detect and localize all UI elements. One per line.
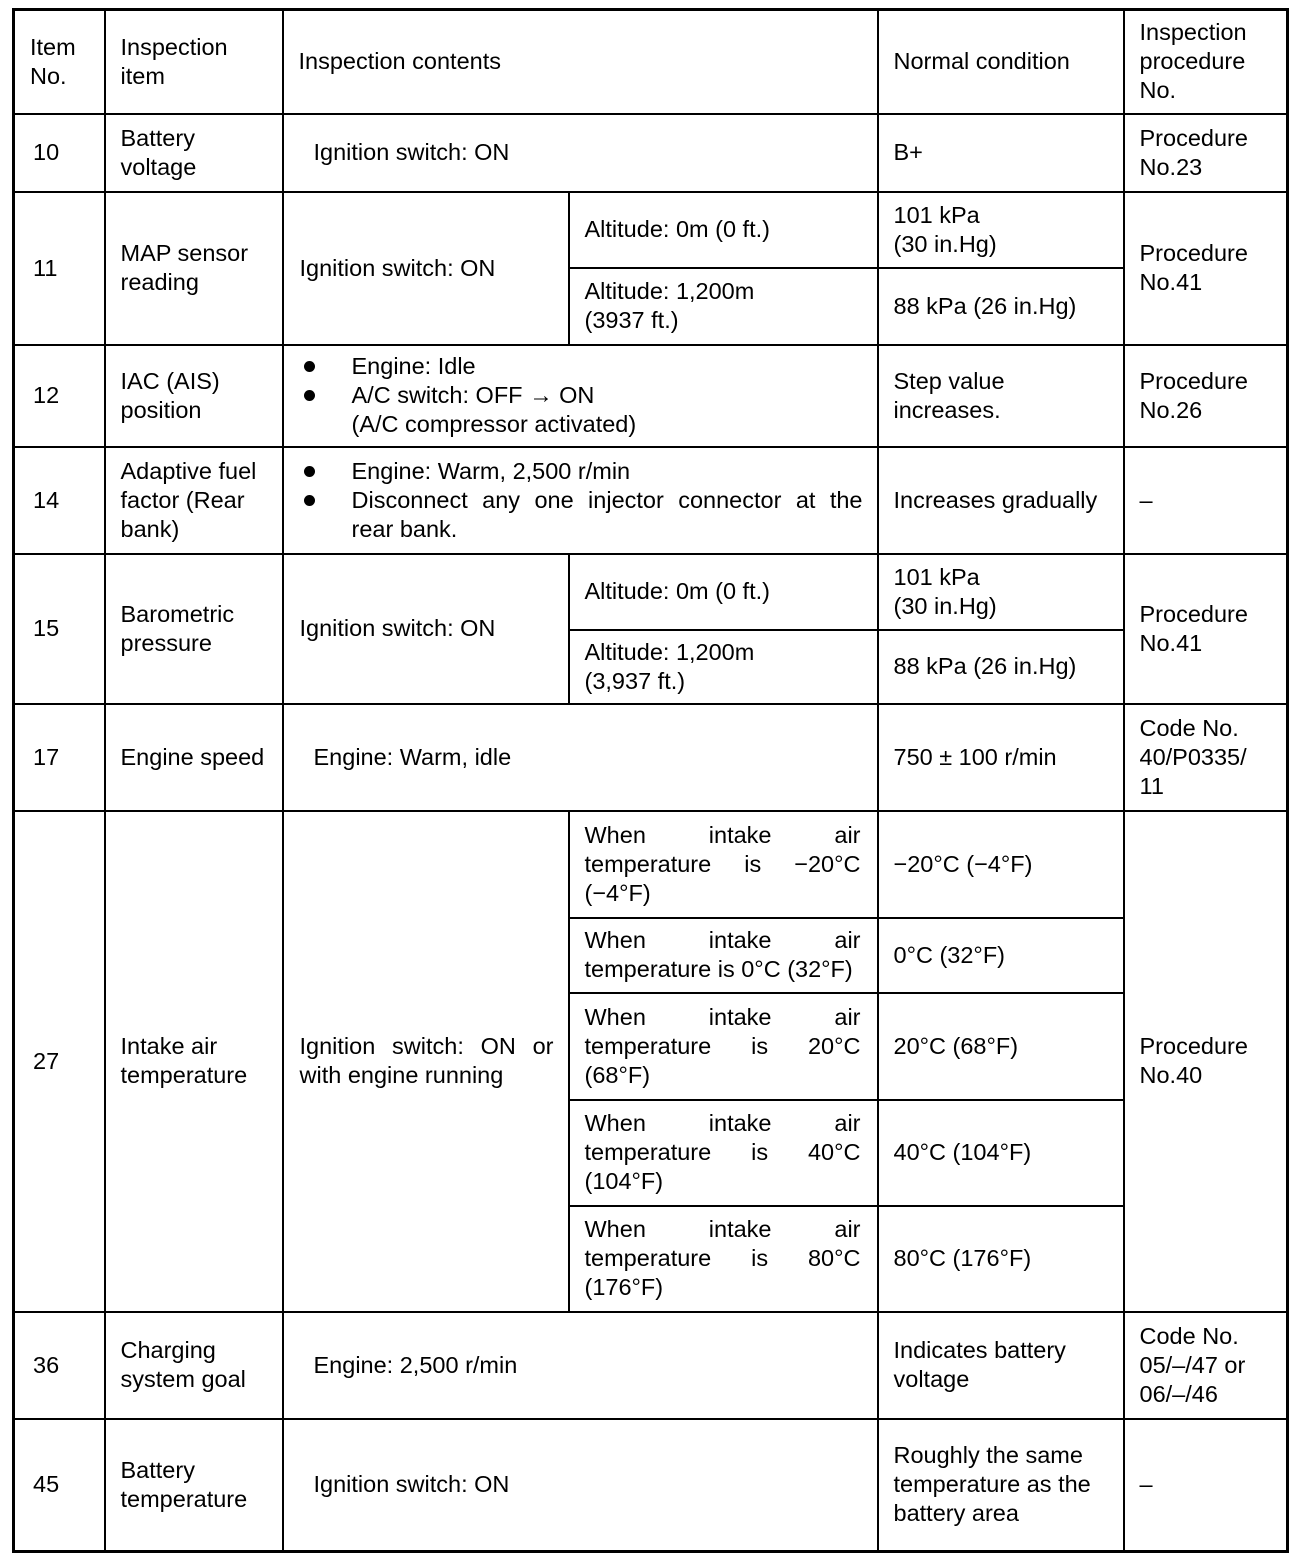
sub-condition: When intake air temperature is 0°C (32°F) <box>569 918 878 993</box>
normal-condition: Increases gradually <box>878 447 1124 554</box>
inspection-item: Adaptive fuel factor (Rear bank) <box>105 447 283 554</box>
table-row <box>14 447 1288 554</box>
table-row <box>14 1312 1288 1419</box>
inspection-contents: Ignition switch: ON <box>283 114 878 192</box>
normal-condition: 101 kPa (30 in.Hg) <box>878 192 1124 268</box>
item-no: 10 <box>14 114 105 192</box>
normal-condition: 80°C (176°F) <box>878 1206 1124 1312</box>
item-no: 15 <box>14 554 105 704</box>
table-row <box>14 192 1288 268</box>
inspection-contents: Ignition switch: ON <box>283 1419 878 1552</box>
sub-condition: When intake air temperature is −20°C (−4°F) <box>569 811 878 918</box>
inspection-contents: Engine: Warm, idle <box>283 704 878 811</box>
header-inspection-item: Inspection item <box>105 10 283 114</box>
normal-condition: 20°C (68°F) <box>878 993 1124 1100</box>
sub-condition: When intake air temperature is 20°C (68°F) <box>569 993 878 1100</box>
bullet-item: A/C switch: OFF → ON (A/C compressor activated) <box>300 381 863 439</box>
bullet-item: Engine: Warm, 2,500 r/min <box>300 457 863 486</box>
inspection-contents <box>283 447 878 554</box>
procedure-no: Procedure No.40 <box>1124 811 1288 1312</box>
normal-condition: 40°C (104°F) <box>878 1100 1124 1206</box>
normal-condition: Roughly the same temperature as the battery area <box>878 1419 1124 1552</box>
normal-condition: Indicates battery voltage <box>878 1312 1124 1419</box>
item-no: 27 <box>14 811 105 1312</box>
table-row <box>14 811 1288 918</box>
table-row <box>14 704 1288 811</box>
sub-condition: When intake air temperature is 40°C (104°F) <box>569 1100 878 1206</box>
header-row <box>14 10 1288 114</box>
header-item-no: Item No. <box>14 10 105 114</box>
procedure-no: Code No. 05/–/47 or 06/–/46 <box>1124 1312 1288 1419</box>
inspection-contents <box>283 345 878 447</box>
sub-condition: When intake air temperature is 80°C (176°F) <box>569 1206 878 1312</box>
procedure-no: Procedure No.41 <box>1124 554 1288 704</box>
item-no: 11 <box>14 192 105 345</box>
table-row <box>14 345 1288 447</box>
procedure-no: Code No. 40/P0335/ 11 <box>1124 704 1288 811</box>
procedure-no: Procedure No.23 <box>1124 114 1288 192</box>
procedure-no: – <box>1124 1419 1288 1552</box>
inspection-item: MAP sensor reading <box>105 192 283 345</box>
inspection-item: Engine speed <box>105 704 283 811</box>
header-normal-condition: Normal condition <box>878 10 1124 114</box>
normal-condition: 88 kPa (26 in.Hg) <box>878 630 1124 704</box>
table-row <box>14 1419 1288 1552</box>
procedure-no: Procedure No.26 <box>1124 345 1288 447</box>
inspection-item: Charging system goal <box>105 1312 283 1419</box>
procedure-no: – <box>1124 447 1288 554</box>
inspection-contents: Engine: 2,500 r/min <box>283 1312 878 1419</box>
sub-condition: Altitude: 0m (0 ft.) <box>569 554 878 630</box>
table-row <box>14 114 1288 192</box>
bullet-item: Engine: Idle <box>300 352 863 381</box>
inspection-item: Barometric pressure <box>105 554 283 704</box>
normal-condition: 101 kPa (30 in.Hg) <box>878 554 1124 630</box>
bullet-list <box>300 457 863 544</box>
inspection-item: Intake air temperature <box>105 811 283 1312</box>
inspection-item: Battery temperature <box>105 1419 283 1552</box>
item-no: 36 <box>14 1312 105 1419</box>
normal-condition: 88 kPa (26 in.Hg) <box>878 268 1124 345</box>
bullet-item: Disconnect any one injector connector at the rear bank. <box>300 486 863 544</box>
normal-condition: −20°C (−4°F) <box>878 811 1124 918</box>
item-no: 45 <box>14 1419 105 1552</box>
sub-condition: Altitude: 1,200m (3937 ft.) <box>569 268 878 345</box>
bullet-list <box>300 352 863 439</box>
normal-condition: Step value increases. <box>878 345 1124 447</box>
item-no: 17 <box>14 704 105 811</box>
sub-condition: Altitude: 1,200m (3,937 ft.) <box>569 630 878 704</box>
procedure-no: Procedure No.41 <box>1124 192 1288 345</box>
inspection-contents: Ignition switch: ON or with engine running <box>283 811 569 1312</box>
inspection-table <box>12 8 1289 1553</box>
inspection-item: Battery voltage <box>105 114 283 192</box>
header-inspection-contents: Inspection contents <box>283 10 878 114</box>
item-no: 14 <box>14 447 105 554</box>
inspection-contents: Ignition switch: ON <box>283 554 569 704</box>
inspection-contents: Ignition switch: ON <box>283 192 569 345</box>
item-no: 12 <box>14 345 105 447</box>
sub-condition: Altitude: 0m (0 ft.) <box>569 192 878 268</box>
normal-condition: 0°C (32°F) <box>878 918 1124 993</box>
normal-condition: B+ <box>878 114 1124 192</box>
table-row <box>14 554 1288 630</box>
header-procedure-no: Inspection procedure No. <box>1124 10 1288 114</box>
inspection-item: IAC (AIS) position <box>105 345 283 447</box>
normal-condition: 750 ± 100 r/min <box>878 704 1124 811</box>
